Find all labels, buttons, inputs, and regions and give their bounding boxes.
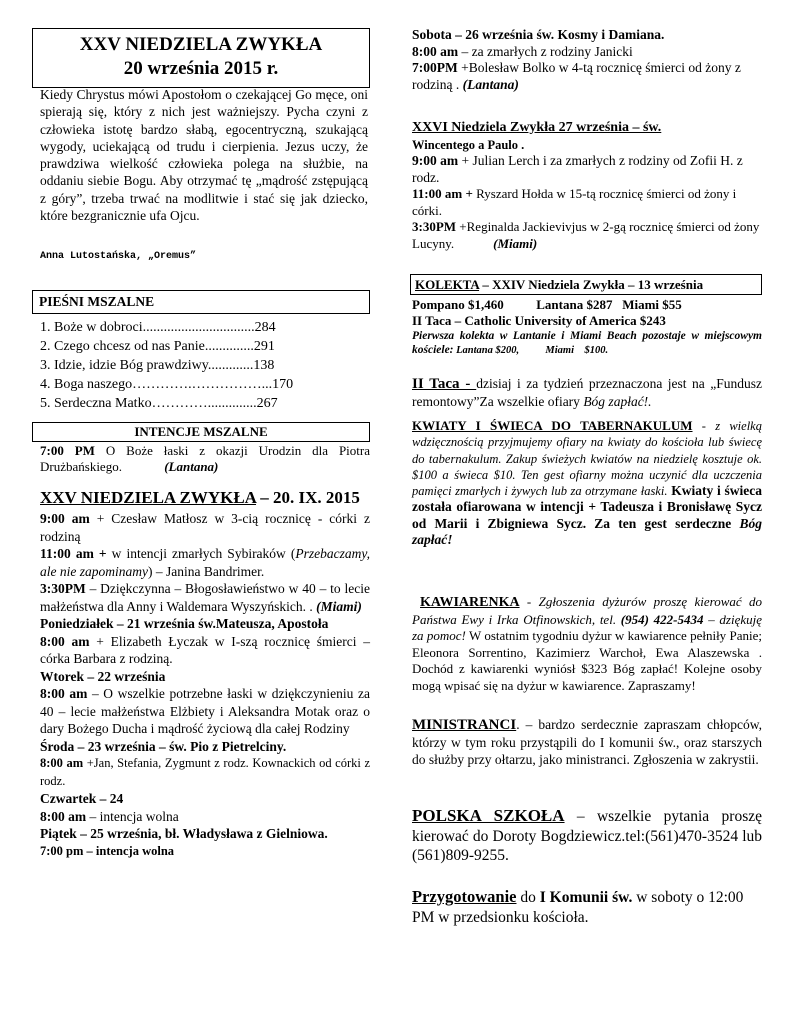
flowers-heading: KWIATY I ŚWIECA DO TABERNAKULUM [412, 418, 693, 433]
day-heading: Piątek – 25 września, bł. Władysława z Gielniowa. [40, 826, 328, 841]
mass-entry [412, 44, 762, 61]
next-sunday-title: XXVI Niedziela Zwykła 27 września – św. [412, 120, 662, 135]
intention-time: 7:00 PM [40, 443, 95, 458]
mass-time: 8:00 am [412, 43, 459, 59]
day-heading: Wtorek – 22 września [40, 668, 166, 684]
taca-end: Bóg zapłać!. [583, 394, 652, 409]
flowers-end: Bóg zapłać! [412, 515, 762, 548]
collection-second: II Taca – Catholic University of America $243 [412, 313, 666, 328]
collection-first-note [412, 329, 762, 358]
collection-header-main: KOLEKTA [415, 277, 480, 292]
prep-bold: I Komunii św. [539, 889, 633, 906]
school-text: – wszelkie pytania proszę kierować do Doroty Bogdziewicz.tel:(561)470-3524 lub (561)809-9255. [412, 808, 762, 864]
mass-text: w intencji zmarłych Sybiraków ( [106, 546, 296, 561]
taca-notice [412, 375, 762, 410]
prep-notice [412, 887, 762, 927]
mass-entry [40, 755, 370, 790]
title-line2: 20 września 2015 r. [123, 58, 279, 79]
next-sunday-title-2: Wincentego a Paulo . [412, 137, 525, 152]
sunday-title-date: – 20. IX. 2015 [256, 488, 360, 507]
mass-entry [40, 580, 370, 615]
song-item: 2. Czego chcesz od nas Panie..............291 [40, 339, 275, 354]
taca-text: dzisiaj i za tydzień przeznaczona jest na „Fundusz remontowy”Za wszelkie ofiary [412, 376, 762, 409]
mass-text: +Bolesław Bolko w 4-tą rocznicę śmierci od żony z rodziną . [412, 60, 741, 92]
mass-entry [40, 633, 370, 668]
cafe-text-italic: - Zgłoszenia dyżurów proszę kierować do Państwa Ewy i Irka Otfinowskich, tel. [412, 594, 762, 627]
mass-location: (Lantana) [462, 76, 519, 92]
mass-text: – Dziękczynna – Błogosławieństwo w 40 – to lecie małżeństwa dla Anny i Waldemara Wyszyńskich. . [40, 581, 370, 614]
sunday-section [40, 487, 370, 860]
mass-time: 8:00 am [40, 686, 88, 701]
collection-header-date: – XXIV Niedziela Zwykła – 13 września [479, 277, 704, 292]
mass-time: 7:00 pm [40, 843, 84, 858]
song-item: 5. Serdeczna Matko…………..............267 [40, 396, 278, 411]
intentions-header: INTENCJE MSZALNE [134, 424, 268, 439]
mass-text: + Elizabeth Łyczak w I-szą rocznicę śmierci – córka Barbara z rodziną. [40, 633, 370, 666]
collection-note-values: Lantana $200, Miami $100. [453, 345, 609, 356]
mass-time: 7:00PM [412, 60, 458, 75]
mass-text: +Reginalda Jackievivjus w 2-gą rocznicę śmierci od żony Lucyny. [412, 219, 760, 251]
altar-text: . – bardzo serdecznie zapraszam chłopców, którzy w tym roku przystąpili do I komunii św., oraz starszych do służby przy ołtarzu, jako ministranci. Zgłoszenia w zakrystii. [412, 717, 762, 767]
next-sunday-section [412, 120, 762, 252]
mass-entry [40, 808, 370, 826]
songs-header: PIEŚNI MSZALNE [39, 294, 155, 309]
intention-text: O Boże łaski z okazji Urodzin dla Piotra Drużbańskiego. [40, 443, 370, 474]
flowers-offered: Kwiaty i świeca została ofiarowana w intencji + Tadeusza i Bronisławę Sycz od Marii i Zbigniewa Sycz. Za ten gest serdeczne [412, 483, 762, 531]
song-item: 1. Boże w dobroci................................284 [40, 320, 276, 335]
mass-text-italic: Przebaczamy, ale nie zapominamy [40, 546, 370, 579]
prep-mid: do [516, 889, 540, 906]
collection-section [412, 297, 762, 358]
taca-heading: II Taca - [412, 376, 477, 392]
intention-saturday [40, 443, 370, 475]
mass-text: +Jan, Stefania, Zygmunt z rodz. Kownackich od córki z rodz. [40, 756, 370, 788]
altar-heading: MINISTRANCI [412, 717, 517, 733]
saturday-section [412, 27, 762, 93]
collection-header [415, 277, 703, 292]
collection-header-box [410, 274, 762, 295]
mass-text-end: ) – Janina Bandrimer. [147, 563, 265, 579]
mass-text: – intencja wolna [86, 808, 179, 824]
mass-text: – O wszelkie potrzebne łaski w dziękczynieniu za 40 – lecie małżeństwa Elżbiety i Aleksandra Motak oraz o dary Bożego Ducha i mądrość życiową dla całej Rodziny [40, 686, 370, 736]
intentions-header-box [32, 422, 370, 442]
mass-entry [40, 843, 370, 861]
cafe-phone: (954) 422-5434 [616, 611, 704, 627]
intro-author: Anna Lutostańska, „Oremus” [40, 251, 197, 262]
altar-notice [412, 716, 762, 768]
mass-time: 9:00 am [40, 511, 90, 526]
day-heading: Czwartek – 24 [40, 791, 124, 806]
cafe-heading: KAWIARENKA [420, 595, 520, 610]
school-heading: POLSKA SZKOŁA [412, 806, 565, 825]
mass-location: (Miami) [493, 235, 538, 251]
cafe-text: W ostatnim tygodniu dyżur w kawiarence pełniły Panie; Eleonora Sorrentino, Kazimierz Warchoł, Ewa Alaszewska . Dochód z kawiarenki wyniósł $323 Bóg zapłać! Kolejne osoby mogą wpisać się na dyżur w kawiarence. Zapraszamy! [412, 628, 762, 693]
flowers-notice [412, 418, 762, 548]
mass-text: Ryszard Hołda w 15-tą rocznicę śmierci od żony i córki. [412, 186, 737, 218]
mass-text: – za zmarłych z rodziny Janicki [458, 43, 633, 59]
prep-text: w soboty o 12:00 PM w przedsionku kościoła. [412, 889, 744, 926]
songs-list [40, 318, 370, 413]
flowers-text: - z wielką wdzięcznością przyjmujemy ofiary na kwiaty do kościoła lub świecę do tabernakulum. Zakup świeżych kwiatów na niedzielę kosztuje ok. $100 a świeca $10. Ten gest ofiarny można uczynić dla uczczenia pamięci zmarłych i żywych lub za otrzymane łaski. [412, 419, 762, 499]
mass-text: + Julian Lerch i za zmarłych z rodziny od Zofii H. z rodz. [412, 153, 743, 185]
intro-text: Kiedy Chrystus mówi Apostołom o czekającej Go męce, oni spierają się, który z nich jest ważniejszy. Pycha czyni z człowieka istotę bardzo słabą, egocentryczną, szukającą wygody, uciekającą od trudu i cierpienia. Jezus uczy, że prawdziwa wielkość człowieka polega na służbie, na oddaniu siebie Bogu. Aby otrzymać tę „mądrość zstępującą z góry”, trzeba trwać na modlitwie i stać się jak dziecko, które bezgranicznie ufa Ojcu. [40, 87, 368, 224]
mass-location: (Miami) [316, 598, 362, 614]
collection-note-text: Pierwsza kolekta w Lantanie i Miami Beach pozostaje w miejscowym kościele: [412, 330, 762, 356]
mass-time: 11:00 am + [412, 186, 473, 201]
mass-text: – intencja wolna [83, 843, 175, 858]
mass-entry [412, 219, 762, 252]
mass-entry [40, 685, 370, 738]
mass-entry [412, 186, 762, 219]
cafe-notice [412, 594, 762, 695]
cafe-thanks: – dziękuję za pomoc! [412, 611, 762, 644]
sunday-title-main: XXV NIEDZIELA ZWYKŁA [40, 488, 257, 507]
mass-time: 9:00 am [412, 153, 459, 168]
school-notice [412, 806, 762, 866]
mass-entry [412, 60, 762, 93]
song-item: 3. Idzie, idzie Bóg prawdziwy.............138 [40, 358, 275, 373]
mass-time: 8:00 am [40, 808, 87, 824]
day-heading: Środa – 23 września – św. Pio z Pietrelciny. [40, 738, 287, 754]
mass-time: 3:30PM [412, 219, 457, 234]
songs-header-box [32, 290, 370, 314]
mass-time: 11:00 am + [40, 546, 107, 561]
mass-text: + Czesław Matłosz w 3-cią rocznicę - córki z rodziną [40, 511, 370, 544]
collection-amounts: Pompano $1,460 Lantana $287 Miami $55 [412, 297, 682, 312]
day-heading: Sobota – 26 września św. Kosmy i Damiana. [412, 27, 665, 42]
mass-entry [40, 545, 370, 580]
title-box [32, 28, 370, 88]
mass-time: 3:30PM [40, 581, 86, 596]
day-heading: Poniedziałek – 21 września św.Mateusza, Apostoła [40, 616, 329, 631]
song-item: 4. Boga naszego………….……………...170 [40, 377, 294, 392]
sunday-title [40, 487, 370, 508]
title-line1: XXV NIEDZIELA ZWYKŁA [79, 34, 323, 55]
mass-entry [40, 510, 370, 545]
intention-location: (Lantana) [164, 459, 219, 474]
mass-entry [412, 153, 762, 186]
mass-time: 8:00 am [40, 633, 90, 649]
prep-heading: Przygotowanie [412, 887, 517, 906]
mass-time: 8:00 am [40, 756, 84, 770]
